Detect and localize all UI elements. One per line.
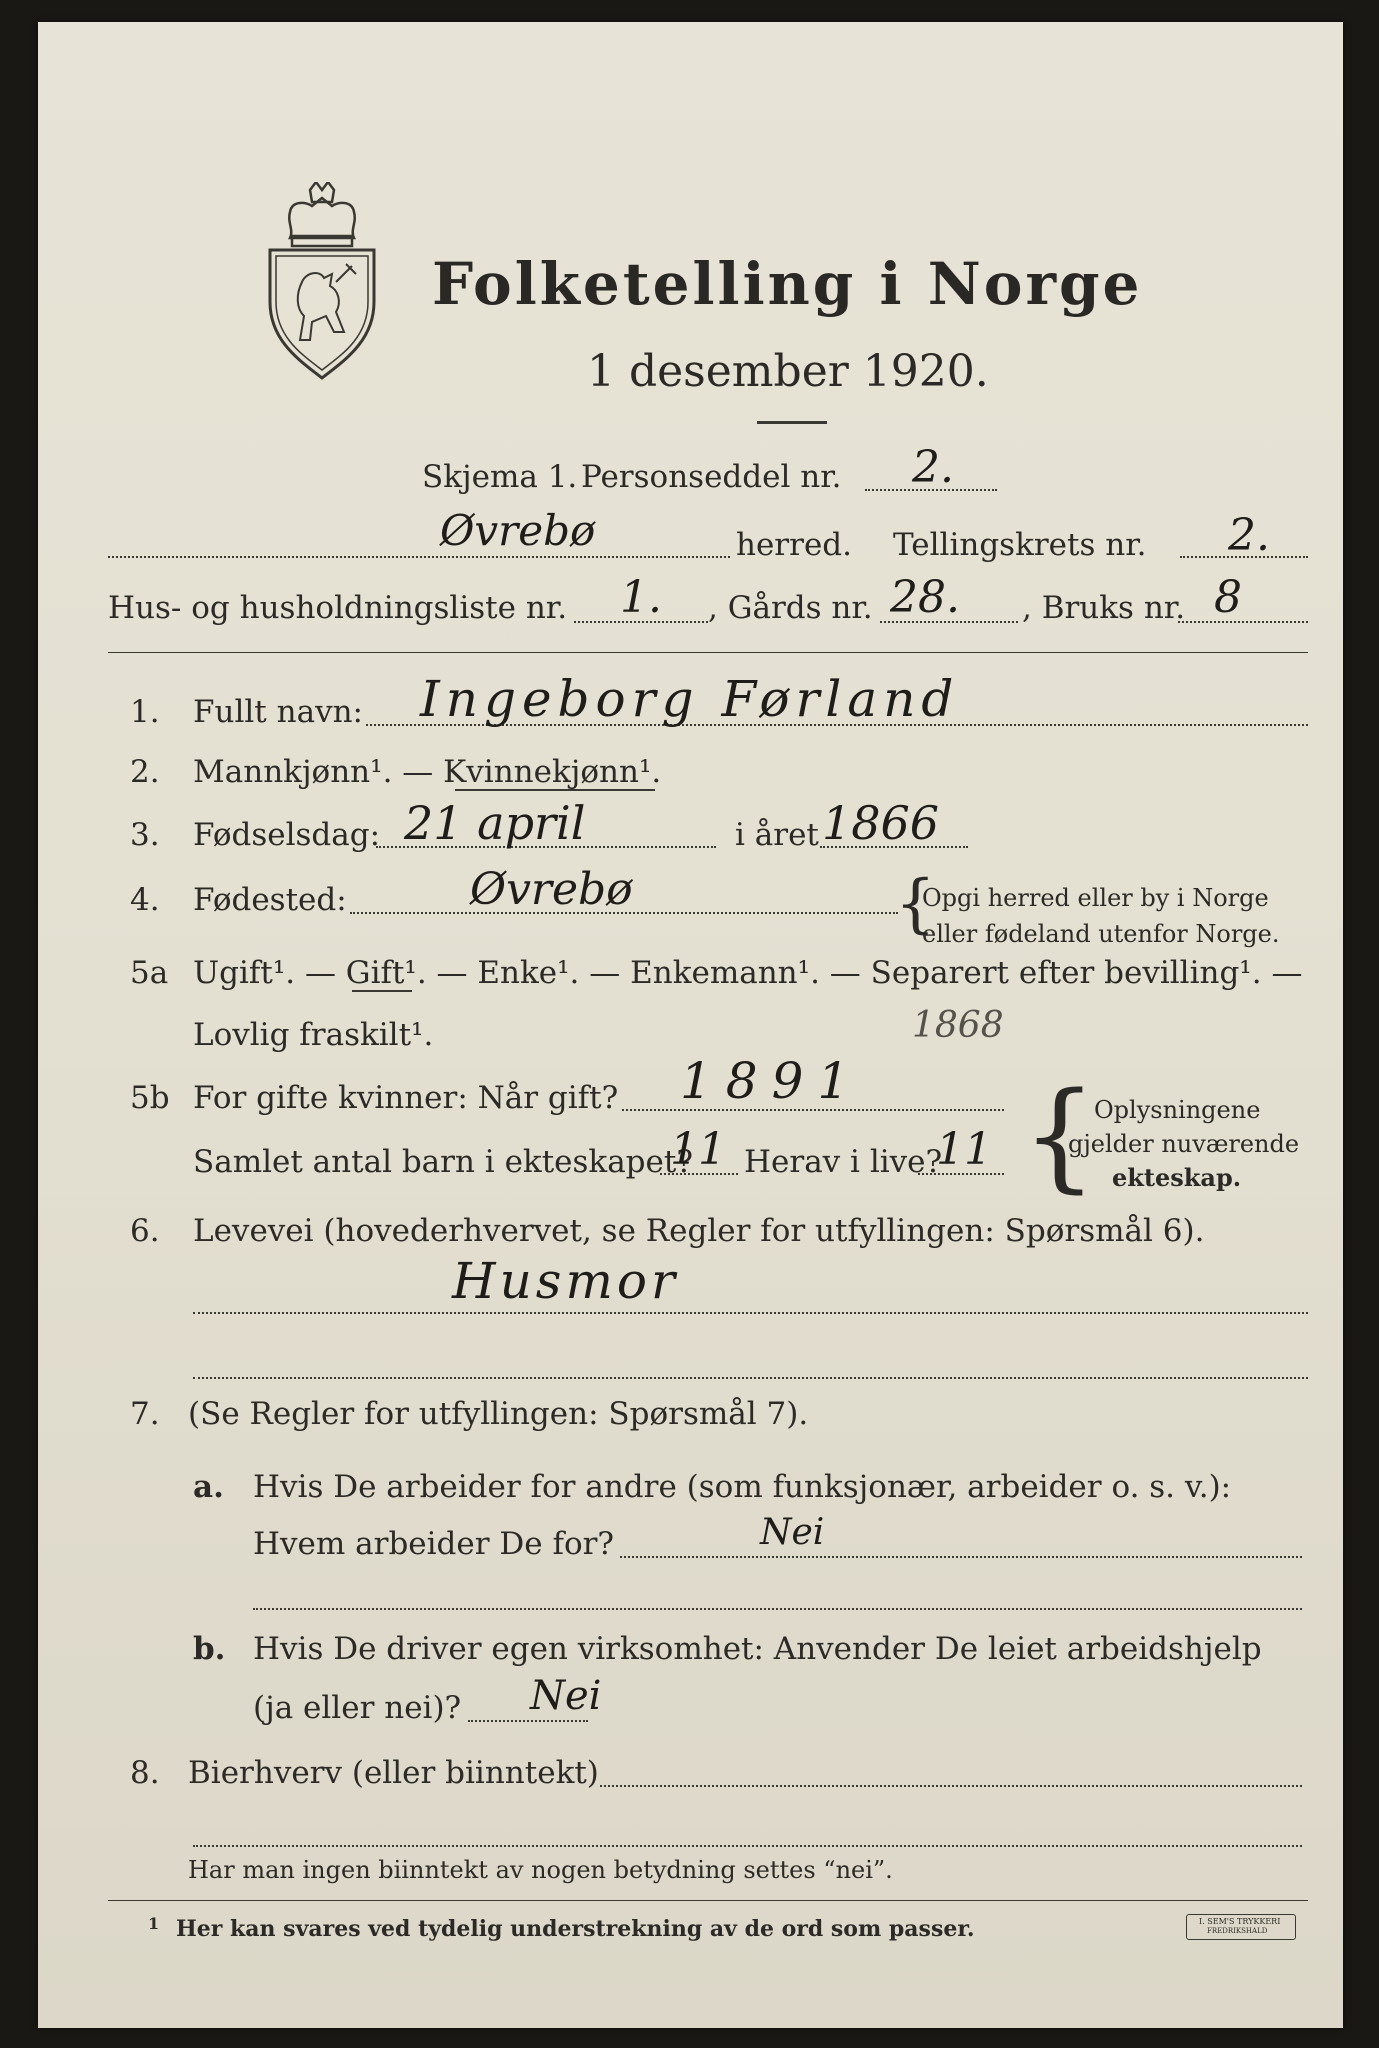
- footer-note: Har man ingen biinntekt av nogen betydning settes “nei”.: [188, 1856, 893, 1884]
- q5a-status-options: Ugift¹. — Gift¹. — Enke¹. — Enkemann¹. — Separert efter bevilling¹. —: [193, 955, 1303, 991]
- q5a-gift-underline: [352, 990, 412, 992]
- q7a-line: [620, 1556, 1302, 1558]
- q7b-value[interactable]: Nei: [530, 1673, 602, 1719]
- printer-stamp-line1: I. SEM'S TRYKKERI: [1199, 1917, 1281, 1926]
- q4-label: Fødested:: [193, 882, 347, 918]
- q5a-number: 5a: [130, 955, 169, 991]
- q8-label: Bierhverv (eller biinntekt): [188, 1755, 599, 1791]
- q7a-line1: Hvis De arbeider for andre (som funksjonær, arbeider o. s. v.):: [253, 1469, 1232, 1505]
- q8-line1: [600, 1785, 1302, 1787]
- q5b-number: 5b: [130, 1080, 170, 1116]
- printer-stamp-line2: FREDRIKSHALD: [1207, 1927, 1268, 1935]
- q5b-brace: {: [1022, 1066, 1098, 1204]
- q1-full-name[interactable]: Ingeborg Førland: [420, 670, 960, 728]
- q5b-note-line1: Oplysningene: [1094, 1096, 1261, 1124]
- schema-label: Skjema 1.: [422, 459, 578, 495]
- footer-divider: [108, 1900, 1308, 1901]
- q8-line2: [193, 1845, 1302, 1847]
- q7b-line: [468, 1720, 588, 1722]
- q5b-children-label: Samlet antal barn i ekteskapet?: [193, 1144, 693, 1180]
- q4-birthplace-value[interactable]: Øvrebø: [470, 864, 633, 915]
- q7a-line-extra: [253, 1608, 1302, 1610]
- q6-occupation-value[interactable]: Husmor: [452, 1252, 679, 1310]
- q7b-line1: Hvis De driver egen virksomhet: Anvender De leiet arbeidshjelp: [253, 1631, 1262, 1667]
- header-divider: [108, 652, 1308, 653]
- q5b-alive-label: Herav i live?: [744, 1144, 943, 1180]
- q7-label: (Se Regler for utfyllingen: Spørsmål 7).: [188, 1396, 809, 1432]
- q7b-letter: b.: [193, 1631, 226, 1667]
- q6-number: 6.: [130, 1213, 160, 1249]
- q4-brace: {: [895, 867, 936, 941]
- q8-number: 8.: [130, 1755, 160, 1791]
- footnote-text: Her kan svares ved tydelig understrekning av de ord som passer.: [176, 1916, 975, 1942]
- footnote-mark: 1: [148, 1914, 160, 1933]
- q3-birthday-value[interactable]: 21 april: [404, 796, 586, 850]
- q6-line2: [193, 1377, 1308, 1379]
- q4-note-line2: eller fødeland utenfor Norge.: [922, 920, 1280, 948]
- bruks-line: [1178, 621, 1308, 623]
- liste-value[interactable]: 1.: [620, 572, 662, 623]
- personseddel-value[interactable]: 2.: [912, 442, 954, 493]
- q5b-alive-value[interactable]: 11: [936, 1124, 992, 1175]
- q2-kvinnekjonn-underline: [455, 789, 655, 791]
- tellingskrets-value[interactable]: 2.: [1228, 510, 1270, 561]
- tellingskrets-label: Tellingskrets nr.: [893, 527, 1147, 563]
- form-title: Folketelling i Norge: [432, 250, 1143, 318]
- herred-label: herred.: [736, 527, 852, 563]
- personseddel-label: Personseddel nr.: [581, 459, 842, 495]
- title-divider: [757, 421, 827, 424]
- q3-number: 3.: [130, 817, 160, 853]
- norway-coat-of-arms-icon: [262, 182, 382, 382]
- herred-value[interactable]: Øvrebø: [440, 506, 596, 555]
- q4-note-line1: Opgi herred eller by i Norge: [922, 884, 1269, 912]
- bruks-label: , Bruks nr.: [1022, 590, 1186, 626]
- gards-value[interactable]: 28.: [890, 572, 960, 623]
- q3-year-value[interactable]: 1866: [822, 796, 940, 850]
- q5b-married-value[interactable]: 1891: [680, 1052, 864, 1110]
- q7a-value[interactable]: Nei: [760, 1512, 825, 1553]
- q1-label: Fullt navn:: [193, 694, 363, 730]
- gards-label: , Gårds nr.: [708, 590, 873, 626]
- q7b-line2: (ja eller nei)?: [253, 1690, 462, 1726]
- q6-label: Levevei (hovederhvervet, se Regler for utfyllingen: Spørsmål 6).: [193, 1213, 1205, 1249]
- q5a-status-line2: Lovlig fraskilt¹.: [193, 1017, 434, 1053]
- q5a-margin-note: 1868: [912, 1005, 1004, 1046]
- q4-number: 4.: [130, 882, 160, 918]
- q7-number: 7.: [130, 1396, 160, 1432]
- q7a-line2: Hvem arbeider De for?: [253, 1526, 615, 1562]
- q1-number: 1.: [130, 694, 160, 730]
- q5b-children-value[interactable]: 11: [670, 1124, 726, 1175]
- q2-gender-options: Mannkjønn¹. — Kvinnekjønn¹.: [193, 754, 662, 790]
- census-date: 1 desember 1920.: [587, 346, 989, 397]
- q6-line1: [193, 1312, 1308, 1314]
- printer-stamp: [1186, 1914, 1296, 1940]
- q7a-letter: a.: [193, 1469, 224, 1505]
- q3-label: Fødselsdag:: [193, 817, 381, 853]
- q5b-note-line2: gjelder nuværende: [1068, 1130, 1300, 1158]
- q3-year-label: i året: [735, 817, 819, 853]
- herred-line: [108, 556, 730, 558]
- liste-label: Hus- og husholdningsliste nr.: [108, 590, 568, 626]
- q2-number: 2.: [130, 754, 160, 790]
- q5b-married-label: For gifte kvinner: Når gift?: [193, 1080, 619, 1116]
- bruks-value[interactable]: 8: [1214, 572, 1242, 623]
- q5b-note-line3: ekteskap.: [1112, 1163, 1242, 1192]
